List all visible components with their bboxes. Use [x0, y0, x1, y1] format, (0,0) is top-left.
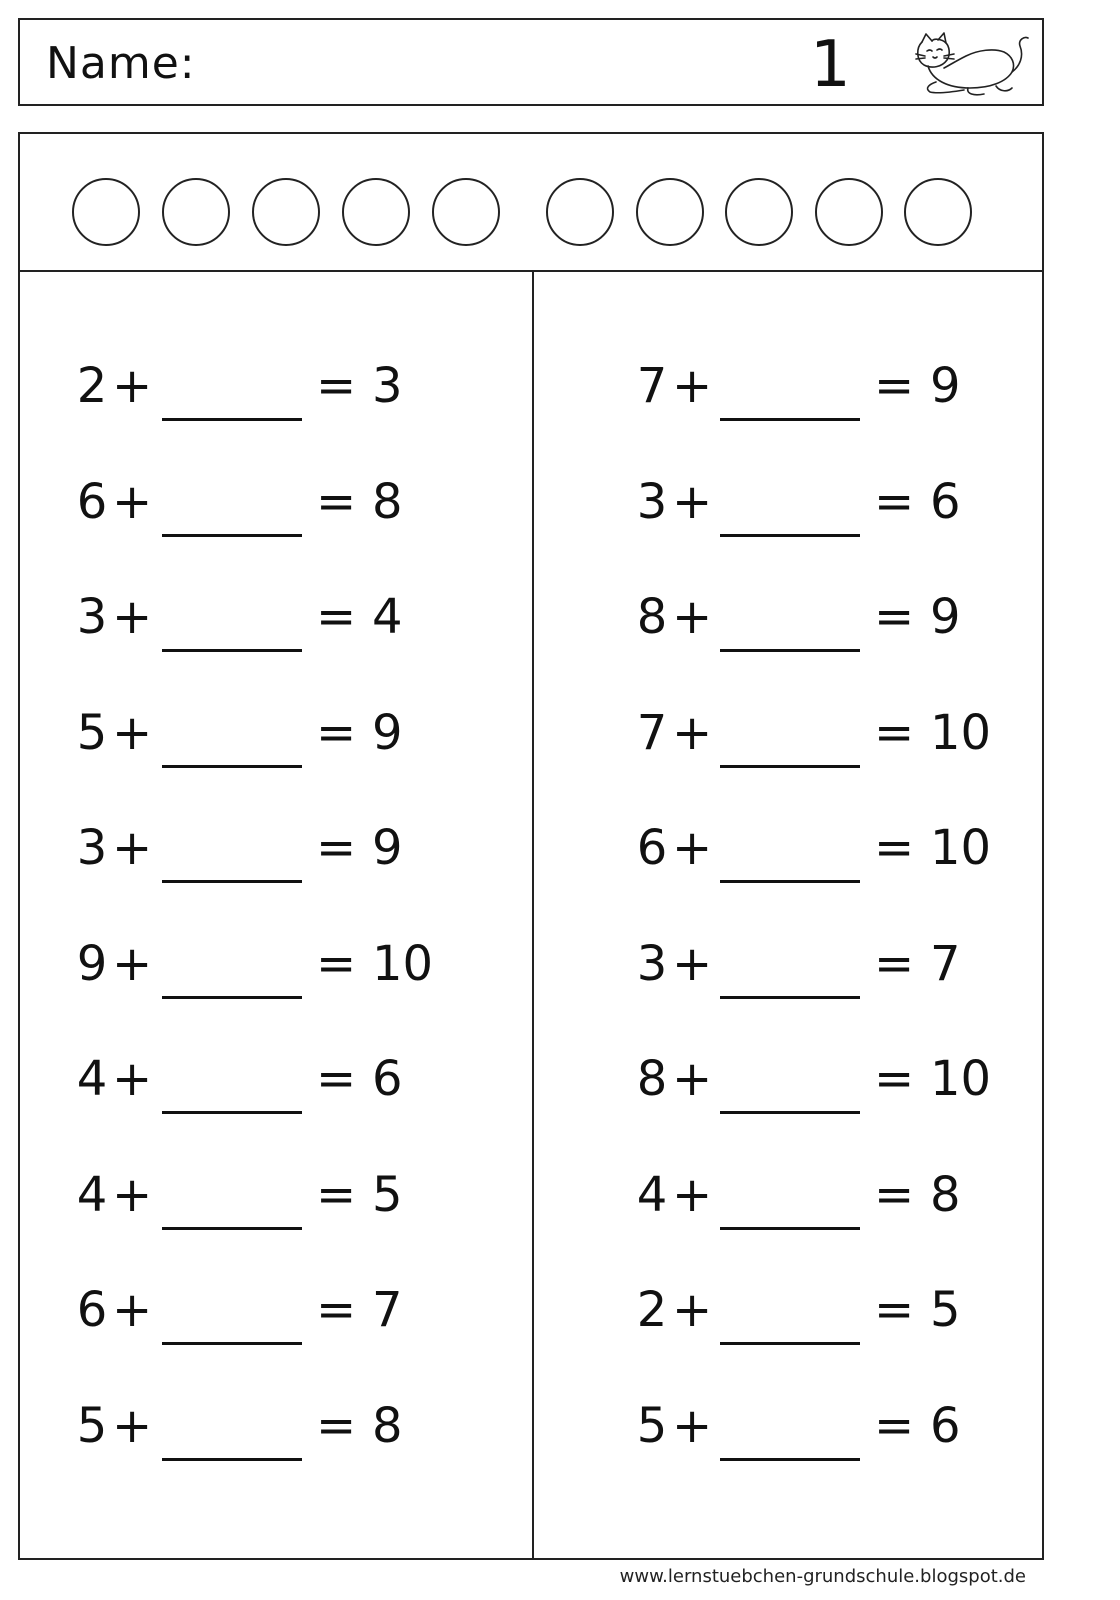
equals-sign: = [316, 589, 357, 645]
answer-blank[interactable] [720, 534, 860, 537]
footer-url: www.lernstuebchen-grundschule.blogspot.de [619, 1566, 1026, 1587]
addend-number: 3 [636, 473, 668, 530]
addition-task [20, 1051, 520, 1141]
equals-sign: = [874, 1282, 915, 1338]
result-number: 10 [930, 820, 992, 876]
plus-sign: + [112, 589, 153, 645]
answer-blank[interactable] [162, 649, 302, 652]
result-number: 5 [372, 1166, 403, 1223]
plus-sign: + [112, 820, 153, 876]
addition-task [20, 1282, 520, 1372]
addition-task [20, 1398, 520, 1488]
plus-sign: + [672, 589, 713, 645]
result-number: 10 [372, 935, 434, 992]
result-number: 8 [372, 1397, 403, 1454]
addition-task [20, 589, 520, 679]
result-number: 5 [930, 1282, 961, 1338]
addend-number: 9 [76, 935, 108, 992]
result-number: 9 [930, 358, 961, 414]
addend-number: 4 [76, 1166, 108, 1223]
equals-sign: = [316, 935, 357, 992]
answer-blank[interactable] [162, 765, 302, 768]
answer-blank[interactable] [162, 996, 302, 999]
equals-sign: = [874, 589, 915, 645]
plus-sign: + [672, 358, 713, 414]
answer-blank[interactable] [162, 1342, 302, 1345]
addition-task [534, 1282, 1034, 1372]
counting-circle [252, 178, 320, 246]
plus-sign: + [112, 1282, 153, 1338]
addend-number: 3 [76, 820, 108, 876]
addition-task [534, 1398, 1034, 1488]
addition-task [534, 589, 1034, 679]
addition-task [20, 936, 520, 1026]
plus-sign: + [672, 935, 713, 992]
result-number: 6 [930, 473, 961, 530]
addition-task [20, 705, 520, 795]
answer-blank[interactable] [720, 1342, 860, 1345]
answer-blank[interactable] [720, 1111, 860, 1114]
answer-blank[interactable] [720, 996, 860, 999]
equals-sign: = [874, 1051, 915, 1107]
equals-sign: = [316, 1282, 357, 1338]
equals-sign: = [874, 1397, 915, 1454]
addend-number: 4 [636, 1166, 668, 1223]
plus-sign: + [672, 1282, 713, 1338]
answer-blank[interactable] [162, 418, 302, 421]
answer-blank[interactable] [720, 765, 860, 768]
plus-sign: + [112, 1166, 153, 1223]
result-number: 9 [930, 589, 961, 645]
plus-sign: + [672, 1166, 713, 1223]
result-number: 9 [372, 704, 403, 761]
result-number: 8 [372, 473, 403, 530]
result-number: 7 [930, 935, 961, 992]
equals-sign: = [316, 704, 357, 761]
addend-number: 5 [76, 704, 108, 761]
addend-number: 5 [76, 1397, 108, 1454]
addend-number: 2 [636, 1282, 668, 1338]
addition-task [20, 358, 520, 448]
answer-blank[interactable] [162, 1458, 302, 1461]
counting-circle [904, 178, 972, 246]
right-column [534, 270, 1034, 1550]
addition-task [534, 936, 1034, 1026]
equals-sign: = [316, 1051, 357, 1107]
result-number: 7 [372, 1282, 403, 1338]
addition-task [20, 820, 520, 910]
counting-circle [725, 178, 793, 246]
addend-number: 2 [76, 358, 108, 414]
counting-circle [815, 178, 883, 246]
addition-task [534, 820, 1034, 910]
result-number: 10 [930, 1051, 992, 1107]
counting-circle [546, 178, 614, 246]
addend-number: 8 [636, 589, 668, 645]
plus-sign: + [672, 473, 713, 530]
result-number: 3 [372, 358, 403, 414]
plus-sign: + [112, 1397, 153, 1454]
addition-task [534, 474, 1034, 564]
answer-blank[interactable] [720, 880, 860, 883]
equals-sign: = [874, 704, 915, 761]
counting-circle [636, 178, 704, 246]
plus-sign: + [112, 704, 153, 761]
plus-sign: + [672, 1397, 713, 1454]
result-number: 8 [930, 1166, 961, 1223]
addition-task [534, 1167, 1034, 1257]
addend-number: 4 [76, 1051, 108, 1107]
left-column [20, 270, 520, 1550]
equals-sign: = [316, 473, 357, 530]
result-number: 6 [930, 1397, 961, 1454]
plus-sign: + [672, 820, 713, 876]
name-label: Name: [46, 38, 196, 89]
addend-number: 6 [76, 1282, 108, 1338]
equals-sign: = [316, 1166, 357, 1223]
answer-blank[interactable] [720, 649, 860, 652]
equals-sign: = [874, 358, 915, 414]
answer-blank[interactable] [162, 1227, 302, 1230]
answer-blank[interactable] [720, 1227, 860, 1230]
addend-number: 5 [636, 1397, 668, 1454]
addition-task [534, 705, 1034, 795]
result-number: 4 [372, 589, 403, 645]
worksheet [18, 132, 1044, 1560]
answer-blank[interactable] [720, 418, 860, 421]
addition-task [534, 358, 1034, 448]
equals-sign: = [874, 820, 915, 876]
addend-number: 3 [76, 589, 108, 645]
addition-task [20, 1167, 520, 1257]
cat-icon [908, 32, 1038, 98]
counting-circle [432, 178, 500, 246]
result-number: 10 [930, 704, 992, 761]
equals-sign: = [874, 935, 915, 992]
equals-sign: = [316, 1397, 357, 1454]
header-box [18, 18, 1044, 106]
equals-sign: = [874, 1166, 915, 1223]
addend-number: 6 [76, 473, 108, 530]
answer-blank[interactable] [162, 1111, 302, 1114]
plus-sign: + [112, 473, 153, 530]
plus-sign: + [112, 1051, 153, 1107]
equals-sign: = [316, 820, 357, 876]
result-number: 6 [372, 1051, 403, 1107]
plus-sign: + [112, 358, 153, 414]
result-number: 9 [372, 820, 403, 876]
addend-number: 7 [636, 358, 668, 414]
sheet-number: 1 [810, 28, 851, 102]
plus-sign: + [112, 935, 153, 992]
circle-row [20, 134, 1042, 272]
addend-number: 6 [636, 820, 668, 876]
answer-blank[interactable] [162, 534, 302, 537]
addition-task [534, 1051, 1034, 1141]
counting-circle [72, 178, 140, 246]
addend-number: 8 [636, 1051, 668, 1107]
addition-task [20, 474, 520, 564]
answer-blank[interactable] [720, 1458, 860, 1461]
equals-sign: = [874, 473, 915, 530]
equals-sign: = [316, 358, 357, 414]
addend-number: 3 [636, 935, 668, 992]
plus-sign: + [672, 704, 713, 761]
addend-number: 7 [636, 704, 668, 761]
counting-circle [342, 178, 410, 246]
counting-circle [162, 178, 230, 246]
answer-blank[interactable] [162, 880, 302, 883]
plus-sign: + [672, 1051, 713, 1107]
